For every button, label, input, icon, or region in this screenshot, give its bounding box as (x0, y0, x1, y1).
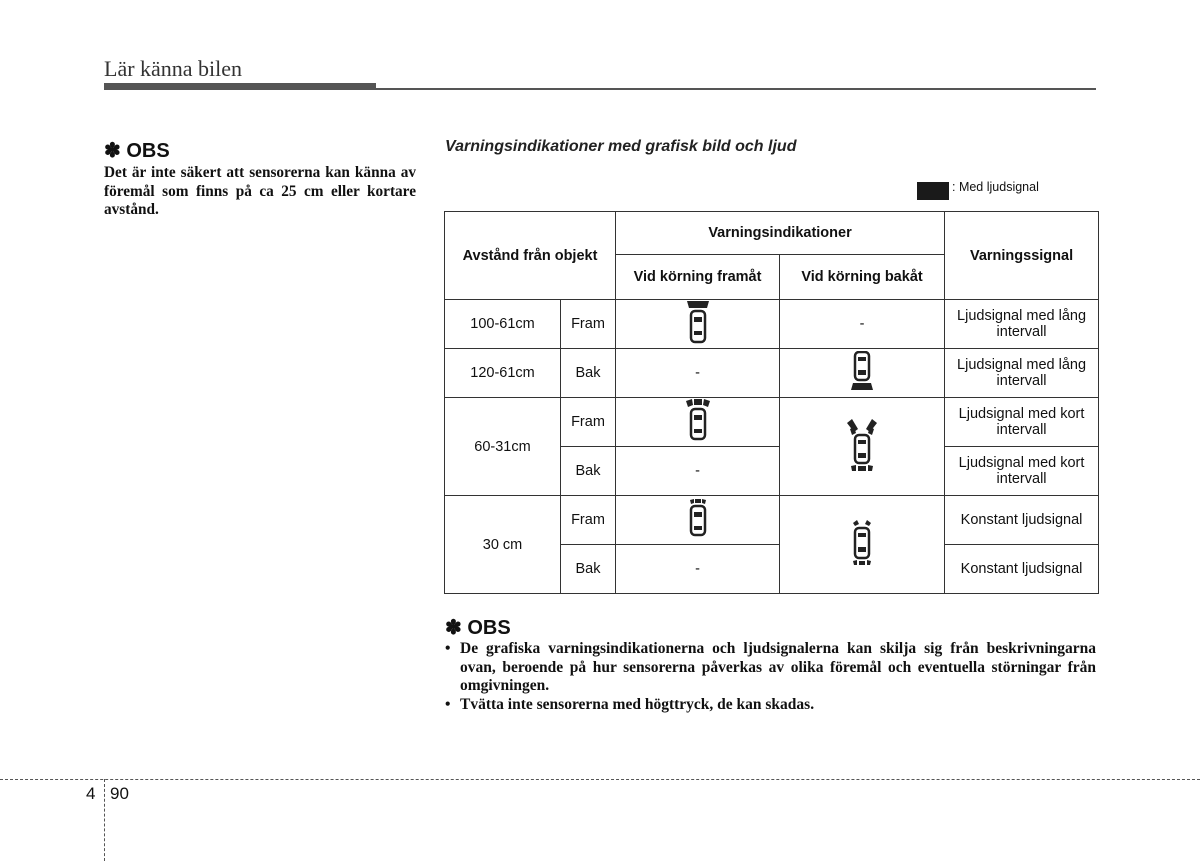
legend-swatch (917, 182, 949, 200)
table-row (445, 300, 1099, 349)
footer-dashed-divider (104, 779, 105, 861)
signal-cell: Ljudsignal med lång intervall (945, 349, 1099, 398)
table-caption: Varningsindikationer med grafisk bild och ljud (445, 138, 797, 155)
header-distance: Avstånd från objekt (445, 212, 616, 300)
car-front-medium-icon (685, 399, 711, 445)
page-header-title: Lär känna bilen (104, 56, 243, 81)
car-rear-close-icon (848, 519, 876, 571)
footer-dashed-rule (0, 779, 1200, 780)
car-rear-medium-icon (844, 417, 880, 477)
car-rear-far-icon (850, 351, 874, 395)
reverse-indicator-cell (780, 496, 945, 594)
obs-bullet-list (445, 640, 1096, 714)
header-signal: Varningssignal (945, 212, 1099, 300)
reverse-indicator-cell (780, 398, 945, 496)
header-rule-thick (104, 83, 376, 90)
forward-indicator-cell (616, 300, 780, 349)
obs-heading-bottom: ✽ OBS (445, 617, 511, 639)
table-row (445, 496, 1099, 545)
chapter-number: 4 (86, 784, 96, 803)
signal-cell: Konstant ljudsignal (945, 545, 1099, 594)
reverse-indicator-cell (780, 349, 945, 398)
direction-cell: Bak (561, 349, 616, 398)
forward-indicator-cell: - (616, 447, 780, 496)
header-forward: Vid körning framåt (616, 255, 780, 300)
bullet-text: De grafiska varningsindikationerna och ljudsignalerna kan skilja sig från beskrivningarna ovan, beroende på hur sensorerna påverkas av olika föremål och eventuella störningar från omgivningen. (460, 640, 1096, 694)
reverse-indicator-cell: - (780, 300, 945, 349)
forward-indicator-cell (616, 398, 780, 447)
legend-label: : Med ljudsignal (952, 180, 1039, 194)
distance-cell: 60-31cm (445, 398, 561, 496)
header-rule-thin (376, 88, 1096, 90)
table-header-row (445, 212, 1099, 255)
bullet-text: Tvätta inte sensorerna med högttryck, de kan skadas. (460, 695, 815, 713)
forward-indicator-cell: - (616, 349, 780, 398)
signal-cell: Konstant ljudsignal (945, 496, 1099, 545)
direction-cell: Fram (561, 300, 616, 349)
direction-cell: Bak (561, 447, 616, 496)
distance-cell: 100-61cm (445, 300, 561, 349)
forward-indicator-cell: - (616, 545, 780, 594)
header-indications: Varningsindikationer (616, 212, 945, 255)
direction-cell: Fram (561, 496, 616, 545)
distance-cell: 120-61cm (445, 349, 561, 398)
page-number: 90 (110, 784, 129, 803)
obs-heading-left: ✽ OBS (104, 140, 170, 162)
obs-note-left: Det är inte säkert att sensorerna kan känna av föremål som finns på ca 25 cm eller kortare avstånd. (104, 164, 416, 218)
list-item (445, 640, 1096, 696)
bullet-dot: • (445, 640, 451, 657)
direction-cell: Fram (561, 398, 616, 447)
bullet-dot: • (445, 695, 451, 713)
table-row (445, 398, 1099, 447)
signal-cell: Ljudsignal med kort intervall (945, 398, 1099, 447)
distance-cell: 30 cm (445, 496, 561, 594)
warning-table (444, 211, 1099, 594)
header-reverse: Vid körning bakåt (780, 255, 945, 300)
car-front-close-icon (686, 499, 710, 541)
table-row (445, 349, 1099, 398)
forward-indicator-cell (616, 496, 780, 545)
signal-cell: Ljudsignal med kort intervall (945, 447, 1099, 496)
list-item (445, 696, 1096, 715)
direction-cell: Bak (561, 545, 616, 594)
car-front-far-icon (686, 300, 710, 348)
signal-cell: Ljudsignal med lång intervall (945, 300, 1099, 349)
